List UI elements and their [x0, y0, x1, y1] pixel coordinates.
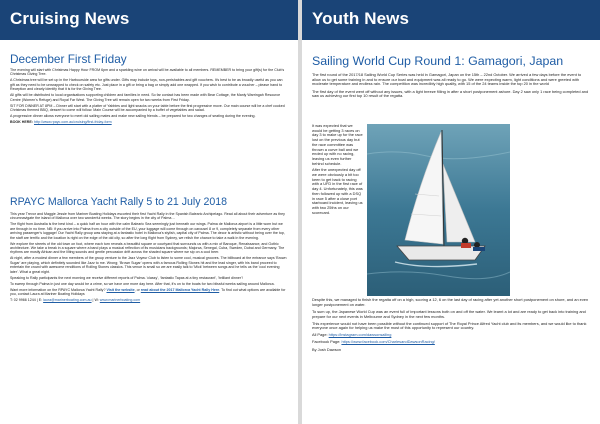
instagram-line — [312, 333, 590, 338]
separator: | W: — [91, 298, 99, 303]
book-label: BOOK HERE: — [10, 120, 33, 125]
contact-line — [10, 298, 288, 302]
paragraph: We explore the streets of the old town on foot, where each turn reveals a beautiful square or courtyard that surrounds us with a mix of Baroque, Renaissance, and Gothic architecture. We take a break in a square where a band plays a musical reflection of its musicians backgrounds; Majorca, Senegal, Cuba, Sweden, Dubai and Germany. The rhythms are mostly African and the lilting sounds and gentle percussion drift across the shaded square where we sip on a cool beer. — [10, 241, 285, 255]
sailing-photo-image — [367, 124, 510, 296]
link-label: All Page: — [312, 332, 328, 338]
facebook-line — [312, 340, 590, 345]
booking-link[interactable]: http://www.rpayc.com.au/cruising/first-friday-form — [33, 120, 112, 125]
article-intro — [312, 73, 590, 101]
link-label: Facebook Page: — [312, 339, 341, 345]
youth-news-page — [302, 0, 600, 424]
section-title: Cruising News — [10, 9, 130, 28]
facebook-link[interactable]: https://www.facebook.com/CharlesandDawsonRacing/ — [341, 339, 435, 345]
paragraph: The first day of the event went off without any issues, with a light breeze filling in after a short postponement ashore. Day 2 saw only 1 race being completed and saw us achieving our first top 10 result of the regatta. — [312, 88, 589, 99]
info-paragraph — [10, 288, 288, 297]
paragraph: To sweep through Palma in just one day would be a crime, so we have one more day here. After that, it's on to the boats for two blissful weeks sailing around Mallorca. — [10, 281, 275, 286]
booking-line — [10, 120, 288, 124]
email-link[interactable]: laura@marinerboating.com.au — [43, 298, 92, 303]
article-title: Sailing World Cup Round 1: Gamagori, Japan — [312, 54, 564, 68]
paragraph: SIT FOR DINNER AT 8PM – Dinner will start with a platter of Yabbies and light snacks on your table before the first progressive move. Our main course will be a chef cooked Christmas themed BBQ, dessert to come will follow. Main Course will be accompanied by a buffet of vegetables and salad. — [10, 103, 285, 113]
article-title: RPAYC Mallorca Yacht Rally 5 to 21 July 2018 — [10, 196, 228, 208]
paragraph: After the unexpected day off we were obviously a bit too keen to get back to racing with a UFD in the first race of day 4. Unfortunately, this was then followed up with a DSQ in race 5 after a close port starboard incident, leaving us with two 25ths on our scorecard. — [312, 167, 363, 215]
paragraph: This experience would not have been possible without the continued support of The Royal Prince Alfred Yacht club and its members, and we would like to thank everyone once again for helping us make the most of this opportunity to represent our country. — [312, 320, 587, 331]
paragraph: All gifts will be distributed to local organisations supporting children and families in need. So far contact has been made with Bear Cottage, the Manly Warringah Resource Centre (Women's Refuge) and Royal Far West. The Giving Tree will remain open for two weeks from First Friday. — [10, 93, 281, 102]
paragraph: Speaking to Rally participants the next morning we receive different reports of Palma. 'classy', 'fantastic Tapas at a tiny restaurant', 'brilliant dinner'! — [10, 275, 243, 280]
paragraph: The first round of the 2017/18 Sailing World Cup Series was held in Gamagori, Japan on the 15th – 22nd October. We arrived a few days before the event to allow us to get some training in and to ensure our boat and equipment was all ready to go. We were expecting warm, light conditions and were greeted with moderate temperature and endless rain. The competition was incredibly high quality, with 15 of the 24 teams inside the top 20 in the world — [312, 72, 582, 87]
paragraph: To sum up, the Japanese World Cup was an event full of important lessons both on and off the water. We learnt a lot and are ready to get back into training and prepare for our next events in Melbourne and Sydney in the next few months. — [312, 308, 586, 319]
separator: | E: — [35, 298, 43, 303]
section-title: Youth News — [312, 9, 410, 28]
article-body — [10, 212, 288, 305]
sailing-photo — [367, 124, 510, 296]
wrapped-column — [312, 124, 363, 217]
section-banner — [0, 0, 298, 40]
paragraph: Despite this, we managed to finish the regatta off on a high, scoring a 12, 6 on the last day of racing after yet another short postponement on shore, and an even longer postponement on water. — [312, 297, 589, 307]
instagram-link[interactable]: https://instagram.com/dawsonsailing — [328, 332, 392, 338]
website-link[interactable]: Visit the website — [106, 287, 135, 292]
article-body — [10, 68, 288, 127]
paragraph: A Christmas tree will be set up in the Harbourside area for gifts under. Gifts may include toys, non-perishables and gift vouchers. It's best to be as broadly useful as you can gift as they need to be unwrapped to check on safety etc. Just place in a gift or bring a bag or simply add one wrapped. If you wish to contribute a voucher – please hand to Reception and clearly identify that it is for the Giving Tree. — [10, 78, 283, 92]
article-title: December First Friday — [10, 52, 127, 66]
paragraph: The flight from Australia is the best kind – a quick half an hour with the calm Balearic Sea seemingly just beneath our wings. Palma de Mallorca airport is a little worn but we are through in no time. NB: if you arrive into Palma from a city outside of the EU, your luggage will come through on carousel 8 or 9, completely separate from every other arriving passenger's luggage! Our Yacht Rally group was staying at a fantastic hotel in Mallorca's stylish, capital city of Palma. The decor is artistic without being over the top, the staff are terrific and the location is right on the edge of the old city, so after the long flight from Sydney, we relish the chance to take a walk in the evening. — [10, 222, 285, 240]
contact-phone: T: 02 9966 1244 — [10, 298, 36, 303]
article-body — [312, 298, 590, 355]
byline: By Josh Dawson — [312, 346, 341, 352]
info-text: . To find out what options are available for you, contact Laura at Mariner Boating Holidays — [10, 287, 286, 297]
paragraph: It was expected that we would be getting 3 races on day 3 to make up for the race lost on the previous day but the race committee was thrown a curve ball and we ended up with no racing, leaving us even further behind schedule. — [312, 123, 363, 166]
paragraph: This year Trevor and Maggie Jessie from Mariner Boating Holidays escorted their first Yacht Rally in the Spanish Balearic Archipelago. Read all about their adventure as they circumnavigate the island of Mallorca over two wonderful weeks. The story begins in the city of Palma… — [10, 212, 285, 221]
paragraph: A progressive dinner allows everyone to meet old sailing mates and make new sailing friends – be prepared for two changes of seating during the evening. — [10, 114, 256, 119]
cruising-news-page — [0, 0, 298, 424]
web-link[interactable]: www.marinerboating.com — [99, 298, 141, 303]
paragraph: At night, after a modest dinner a few members of the group venture to the Jazz Voyeur Club to listen to some cool, musical grooves. The billboard at the entrance says 'Brown Sugar' are playing, which definitely sounded like Jazz to me. Wrong; 'Brown Sugar' opens with a famous Rolling Stones hit and the lead singer, with his band proceed to entertain the crowd with awesome renditions of Rolling Stones classics. This venue is small so we are easily talk to 'Mick' between songs and he tells us the 'cool evening later'. What a great night. — [10, 256, 287, 274]
section-banner — [302, 0, 600, 40]
info-text: Want more information on the RPAYC Mallorca Yacht Rally? — [10, 287, 106, 292]
paragraph: The evening will start with Christmas Happy Hour FROM 6pm and a sparkling wine on arrival will be available to all members. REMEMBER to bring your gift(s) for the Club's Christmas Giving Tree. — [10, 68, 285, 77]
info-text: , or — [134, 287, 140, 292]
rally-2017-link[interactable]: read about the 2017 Mallorca Yacht Rally Here — [140, 287, 220, 292]
